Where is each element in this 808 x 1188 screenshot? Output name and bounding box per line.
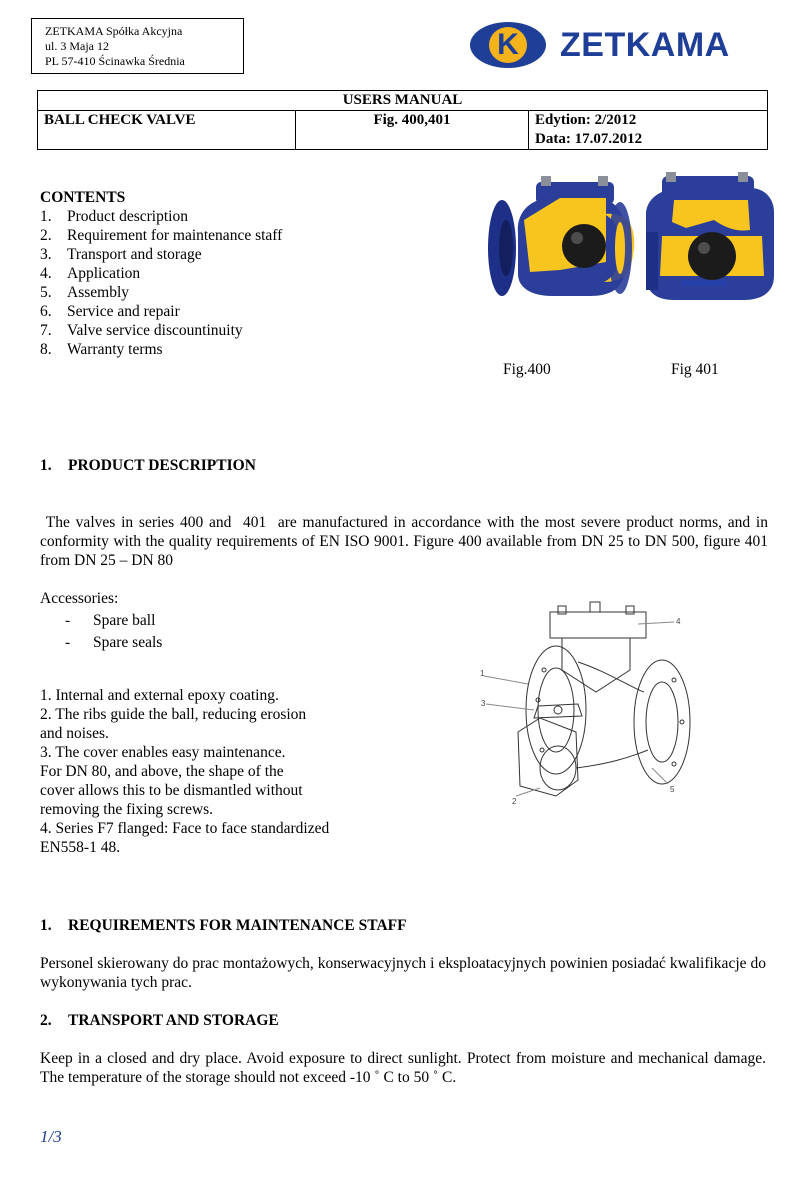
- section-title: PRODUCT DESCRIPTION: [68, 457, 256, 474]
- manual-title: USERS MANUAL: [38, 91, 768, 111]
- maintenance-staff-paragraph: Personel skierowany do prac montażowych, konserwacyjnych i eksploatacyjnych powinien posiadać kwalifikacje do wykonywania tych prac.: [40, 955, 766, 991]
- contents-item-text: Warranty terms: [67, 341, 163, 358]
- accessory-item: [65, 611, 162, 630]
- product-description-paragraph: The valves in series 400 and 401 are manufactured in accordance with the most severe product norms, and in conformity with the quality requirements of EN ISO 9001. Figure 400 available from DN 25 to DN 500, figure 401 from DN 25 – DN 80: [40, 514, 772, 569]
- address-line: PL 57-410 Ścinawka Średnia: [45, 54, 185, 68]
- drawing-flange-right: [634, 660, 690, 784]
- contents-item: [40, 207, 282, 226]
- drawing-bolt: [590, 602, 600, 612]
- contents-item-number: 8.: [40, 341, 52, 358]
- list-dash: -: [65, 634, 71, 651]
- address-line: ZETKAMA Spółka Akcyjna: [45, 24, 183, 38]
- edition-date: Data: 17.07.2012: [535, 131, 643, 147]
- feature-line: For DN 80, and above, the shape of the: [40, 763, 284, 780]
- drawing-label: 5: [670, 785, 675, 794]
- contents-item: [40, 283, 282, 302]
- valve-photo-fig400: [488, 176, 634, 296]
- company-address-box: [31, 18, 244, 74]
- drawing-label: 4: [676, 617, 681, 626]
- page-number: 1/3: [40, 1127, 62, 1146]
- section-heading-product-description: [40, 456, 256, 475]
- contents-item: [40, 226, 282, 245]
- section-number: 2.: [40, 1012, 52, 1029]
- logo-wordmark: ZETKAMA: [560, 26, 730, 64]
- features-list: [40, 686, 360, 857]
- contents-item: [40, 264, 282, 283]
- feature-line: 1. Internal and external epoxy coating.: [40, 687, 279, 704]
- feature-line: 3. The cover enables easy maintenance.: [40, 744, 286, 761]
- feature-line: EN558-1 48.: [40, 839, 121, 856]
- contents-item-text: Valve service discountinuity: [67, 322, 243, 339]
- feature-line: removing the fixing screws.: [40, 801, 214, 818]
- section-heading-transport-storage: [40, 1011, 279, 1030]
- drawing-label: 1: [480, 669, 485, 678]
- contents-item-number: 6.: [40, 303, 52, 320]
- valve-photo-fig401: [646, 172, 774, 300]
- contents-list: [40, 188, 282, 359]
- accessories-block: [40, 589, 162, 652]
- accessories-label: Accessories:: [40, 590, 119, 607]
- drawing-cover: [550, 612, 646, 638]
- section-title: TRANSPORT AND STORAGE: [68, 1012, 279, 1029]
- drawing-label: 2: [512, 797, 517, 806]
- contents-item-text: Requirement for maintenance staff: [67, 227, 283, 244]
- figure-numbers: Fig. 400,401: [296, 111, 529, 150]
- contents-item: [40, 321, 282, 340]
- accessory-text: Spare ball: [93, 612, 156, 629]
- product-name: BALL CHECK VALVE: [38, 111, 296, 150]
- logo-k-icon: [470, 22, 546, 68]
- edition-cell: [529, 111, 768, 150]
- section-number: 1.: [40, 457, 52, 474]
- edition: Edytion: 2/2012: [535, 112, 637, 128]
- feature-line: 4. Series F7 flanged: Face to face standardized: [40, 820, 330, 837]
- logo-letter: K: [489, 27, 527, 63]
- figure-caption-401: Fig 401: [671, 361, 719, 378]
- contents-item-text: Transport and storage: [67, 246, 202, 263]
- section-number: 1.: [40, 917, 52, 934]
- contents-item-text: Product description: [67, 208, 188, 225]
- contents-item-number: 7.: [40, 322, 52, 339]
- document-header-table: [37, 90, 768, 150]
- contents-item: [40, 340, 282, 359]
- accessory-item: [65, 633, 162, 652]
- feature-line: and noises.: [40, 725, 109, 742]
- contents-item: [40, 245, 282, 264]
- feature-line: cover allows this to be dismantled without: [40, 782, 303, 799]
- valve-exploded-drawing: [478, 600, 710, 810]
- accessory-text: Spare seals: [93, 634, 163, 651]
- transport-storage-paragraph: Keep in a closed and dry place. Avoid exposure to direct sunlight. Protect from moisture and mechanical damage. The temperature of the storage should not exceed -10 ˚ C to 50 ˚ C.: [40, 1050, 766, 1086]
- contents-item-number: 3.: [40, 246, 52, 263]
- section-heading-maintenance-staff: [40, 916, 407, 935]
- list-dash: -: [65, 612, 71, 629]
- contents-item-number: 1.: [40, 208, 52, 225]
- address-line: ul. 3 Maja 12: [45, 39, 109, 53]
- contents-item-text: Application: [67, 265, 141, 282]
- contents-item-number: 4.: [40, 265, 52, 282]
- drawing-label: 3: [481, 699, 486, 708]
- contents-heading: CONTENTS: [40, 189, 126, 206]
- contents-item-text: Assembly: [67, 284, 129, 301]
- contents-item-text: Service and repair: [67, 303, 180, 320]
- company-logo: [470, 22, 770, 68]
- feature-line: 2. The ribs guide the ball, reducing erosion: [40, 706, 307, 723]
- contents-item: [40, 302, 282, 321]
- figure-caption-400: Fig.400: [503, 361, 551, 378]
- valve-photos: [486, 172, 776, 304]
- contents-item-number: 2.: [40, 227, 52, 244]
- contents-item-number: 5.: [40, 284, 52, 301]
- section-title: REQUIREMENTS FOR MAINTENANCE STAFF: [68, 917, 407, 934]
